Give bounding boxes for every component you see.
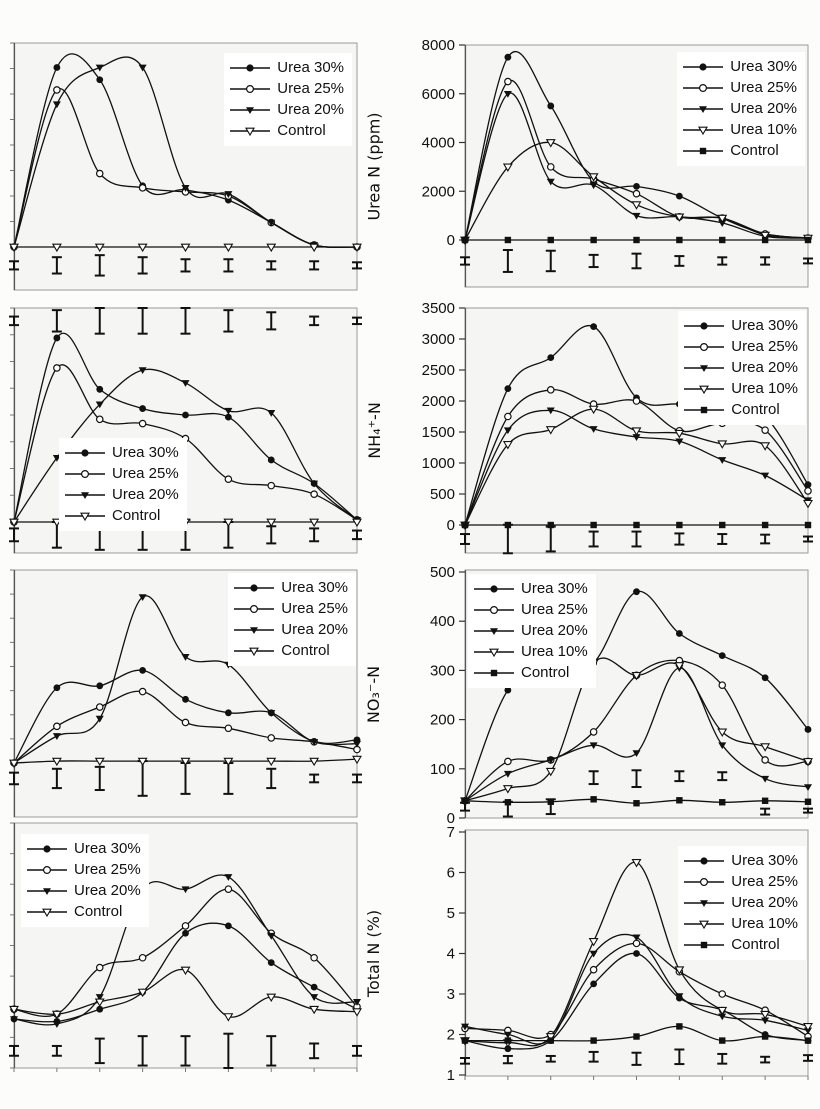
legend-label: Control: [730, 142, 779, 159]
marker-circle-filled: [53, 684, 60, 691]
marker-circle-open: [505, 413, 511, 419]
legend-item-urea-30-: [27, 839, 141, 859]
marker-circle-open: [97, 170, 103, 176]
marker-circle-filled: [182, 930, 189, 937]
y-tick-label: 7: [446, 824, 455, 841]
legend-item-urea-30-: [65, 443, 179, 463]
marker-circle-filled: [182, 412, 189, 419]
y-tick-label: 6: [446, 864, 455, 882]
legend-item-control: [234, 641, 348, 661]
legend-marker-icon: [684, 939, 724, 951]
marker-square-filled: [719, 1037, 725, 1043]
y-tick-label: 100: [429, 760, 455, 778]
marker-square-filled: [590, 237, 596, 243]
marker-square-filled: [805, 237, 811, 243]
marker-circle-filled: [268, 959, 275, 966]
legend-marker-icon: [234, 603, 274, 615]
marker-circle-open: [590, 967, 596, 973]
legend-item-urea-30-: [684, 316, 798, 336]
marker-circle-open: [82, 471, 89, 478]
panel-urea-n-left: [14, 43, 357, 290]
legend-item-urea-20-: [683, 99, 797, 119]
y-axis-title-total-n: [357, 830, 391, 1076]
marker-circle-open: [251, 606, 258, 613]
marker-square-filled: [701, 942, 707, 948]
marker-circle-filled: [96, 682, 103, 689]
marker-square-filled: [633, 522, 639, 528]
y-tick-label: 1: [446, 1067, 455, 1084]
legend-label: Control: [112, 507, 161, 524]
marker-square-filled: [701, 407, 707, 413]
legend-label: Urea 30%: [112, 444, 179, 461]
marker-square-filled: [762, 237, 768, 243]
marker-square-filled: [590, 522, 596, 528]
legend-label: Urea 25%: [731, 338, 798, 355]
y-tick-label: 6000: [421, 85, 455, 103]
marker-square-filled: [676, 237, 682, 243]
y-tick-label: 1500: [421, 424, 455, 441]
panel-no3-n-left: [14, 570, 357, 817]
marker-circle-open: [633, 398, 639, 404]
legend-marker-icon: [684, 320, 724, 332]
legend-label: Urea 25%: [277, 80, 344, 97]
marker-circle-open: [139, 955, 145, 961]
marker-square-filled: [462, 522, 468, 528]
legend-label: Urea 30%: [74, 840, 141, 857]
marker-circle-open: [701, 344, 708, 351]
legend-item-control: [683, 141, 797, 161]
legend-item-urea-30-: [474, 579, 588, 599]
y-tick-label: 4000: [421, 134, 455, 152]
marker-square-filled: [491, 670, 497, 676]
legend-label: Control: [277, 122, 326, 139]
marker-square-filled: [805, 799, 811, 805]
marker-circle-open: [590, 729, 596, 735]
marker-circle-filled: [547, 354, 554, 361]
marker-circle-open: [719, 682, 725, 688]
legend-marker-icon: [684, 341, 724, 353]
legend-label: Urea 25%: [74, 861, 141, 878]
legend-item-urea-30-: [684, 851, 798, 871]
legend-item-urea-25-: [27, 860, 141, 880]
marker-square-filled: [505, 237, 511, 243]
marker-circle-filled: [504, 54, 511, 61]
legend-marker-icon: [230, 104, 270, 116]
legend: [224, 53, 352, 146]
legend-marker-icon: [683, 145, 723, 157]
marker-circle-open: [719, 991, 725, 997]
marker-circle-open: [700, 85, 707, 92]
legend-marker-icon: [474, 583, 514, 595]
marker-circle-filled: [311, 984, 318, 991]
marker-circle-filled: [139, 405, 146, 412]
marker-square-filled: [762, 798, 768, 804]
marker-circle-open: [225, 476, 231, 482]
marker-square-filled: [676, 522, 682, 528]
marker-circle-open: [505, 758, 511, 764]
y-axis-title-nh4-n: [357, 308, 391, 553]
marker-circle-filled: [701, 322, 708, 329]
y-tick-label: 1000: [421, 455, 455, 472]
legend-label: Urea 20%: [74, 882, 141, 899]
marker-circle-open: [225, 886, 231, 892]
legend-item-urea-20-: [27, 881, 141, 901]
y-axis-title-text: NO₃⁻-N: [364, 665, 384, 723]
legend-item-urea-10-: [684, 379, 798, 399]
marker-square-filled: [676, 797, 682, 803]
marker-circle-open: [548, 387, 554, 393]
marker-square-filled: [548, 237, 554, 243]
legend-marker-icon: [65, 510, 105, 522]
legend-item-urea-10-: [474, 642, 588, 662]
legend-label: Urea 20%: [730, 100, 797, 117]
y-tick-label: 2500: [421, 362, 455, 379]
marker-circle-open: [139, 420, 145, 426]
legend-marker-icon: [474, 646, 514, 658]
marker-square-filled: [805, 522, 811, 528]
marker-circle-open: [54, 365, 60, 371]
marker-square-filled: [505, 522, 511, 528]
legend-marker-icon: [234, 645, 274, 657]
legend-marker-icon: [230, 83, 270, 95]
legend-marker-icon: [684, 897, 724, 909]
marker-circle-open: [97, 964, 103, 970]
legend-label: Urea 20%: [281, 621, 348, 638]
y-axis-title-urea-n: [357, 45, 391, 287]
legend-item-urea-25-: [684, 872, 798, 892]
legend-item-urea-10-: [683, 120, 797, 140]
panel-total-n-right: [446, 824, 808, 1084]
marker-circle-open: [54, 87, 60, 93]
marker-circle-open: [139, 185, 145, 191]
legend-label: Urea 10%: [731, 915, 798, 932]
marker-square-filled: [633, 1033, 639, 1039]
marker-square-filled: [590, 796, 596, 802]
marker-circle-open: [268, 735, 274, 741]
y-tick-label: 2: [446, 1026, 455, 1044]
legend: [59, 438, 187, 531]
marker-circle-filled: [676, 193, 683, 200]
marker-square-filled: [548, 522, 554, 528]
marker-square-filled: [462, 798, 468, 804]
legend-item-urea-30-: [230, 58, 344, 78]
y-tick-label: 2000: [421, 183, 455, 201]
marker-circle-filled: [251, 584, 258, 591]
legend-label: Urea 10%: [521, 643, 588, 660]
legend-marker-icon: [234, 624, 274, 636]
legend-label: Urea 20%: [112, 486, 179, 503]
legend-label: Urea 30%: [281, 579, 348, 596]
legend-item-control: [230, 121, 344, 141]
marker-square-filled: [805, 1037, 811, 1043]
legend-label: Urea 30%: [521, 580, 588, 597]
legend-item-urea-25-: [230, 79, 344, 99]
legend-label: Urea 10%: [730, 121, 797, 138]
legend: [468, 574, 596, 688]
legend-item-control: [684, 935, 798, 955]
legend-label: Urea 30%: [731, 317, 798, 334]
marker-circle-open: [805, 488, 811, 494]
legend-marker-icon: [683, 61, 723, 73]
y-tick-label: 5: [446, 905, 455, 922]
marker-square-filled: [633, 800, 639, 806]
legend-label: Control: [731, 401, 780, 418]
legend-label: Urea 25%: [730, 79, 797, 96]
legend-item-urea-10-: [684, 914, 798, 934]
marker-circle-filled: [633, 950, 640, 957]
legend-item-urea-30-: [234, 578, 348, 598]
y-tick-label: 4: [446, 945, 455, 963]
marker-circle-open: [97, 416, 103, 422]
legend-item-control: [27, 902, 141, 922]
legend-marker-icon: [65, 468, 105, 480]
marker-square-filled: [548, 799, 554, 805]
legend-label: Urea 10%: [731, 380, 798, 397]
legend-marker-icon: [684, 404, 724, 416]
legend: [228, 573, 356, 666]
legend: [678, 846, 806, 960]
marker-circle-open: [311, 955, 317, 961]
legend-item-urea-25-: [684, 337, 798, 357]
marker-circle-open: [633, 190, 639, 196]
marker-circle-filled: [762, 674, 769, 681]
marker-circle-filled: [719, 652, 726, 659]
legend-marker-icon: [65, 447, 105, 459]
y-tick-label: 3000: [421, 331, 455, 348]
marker-circle-open: [247, 86, 254, 93]
legend-item-urea-25-: [234, 599, 348, 619]
marker-circle-filled: [633, 183, 640, 190]
legend-item-urea-25-: [683, 78, 797, 98]
marker-circle-open: [139, 688, 145, 694]
legend-label: Urea 20%: [731, 359, 798, 376]
legend-label: Urea 30%: [731, 852, 798, 869]
legend-item-urea-30-: [683, 57, 797, 77]
marker-circle-open: [505, 78, 511, 84]
marker-square-filled: [505, 1037, 511, 1043]
marker-circle-open: [548, 164, 554, 170]
marker-circle-filled: [96, 76, 103, 83]
y-tick-label: 8000: [421, 37, 455, 54]
marker-square-filled: [633, 237, 639, 243]
marker-circle-filled: [53, 335, 60, 342]
panel-no3-n-right: [429, 564, 808, 827]
marker-circle-filled: [53, 64, 60, 71]
marker-circle-filled: [676, 630, 683, 637]
marker-circle-open: [762, 757, 768, 763]
legend-label: Urea 30%: [277, 59, 344, 76]
legend-marker-icon: [230, 125, 270, 137]
marker-circle-filled: [81, 449, 88, 456]
marker-square-filled: [719, 522, 725, 528]
marker-circle-open: [268, 482, 274, 488]
marker-circle-filled: [247, 64, 254, 71]
marker-circle-open: [182, 923, 188, 929]
y-tick-label: 500: [429, 486, 455, 503]
legend-label: Control: [74, 903, 123, 920]
legend-marker-icon: [27, 906, 67, 918]
marker-circle-open: [97, 704, 103, 710]
marker-circle-filled: [268, 457, 275, 464]
marker-circle-filled: [225, 923, 232, 930]
y-tick-label: 2000: [421, 393, 455, 410]
legend-marker-icon: [474, 625, 514, 637]
marker-square-filled: [762, 522, 768, 528]
marker-square-filled: [676, 1023, 682, 1029]
legend-item-urea-20-: [65, 485, 179, 505]
marker-square-filled: [462, 1037, 468, 1043]
legend-marker-icon: [474, 604, 514, 616]
legend-marker-icon: [234, 582, 274, 594]
marker-circle-filled: [701, 857, 708, 864]
legend-marker-icon: [230, 62, 270, 74]
marker-circle-filled: [225, 709, 232, 716]
marker-circle-filled: [139, 667, 146, 674]
legend-marker-icon: [27, 843, 67, 855]
y-tick-label: 0: [446, 232, 455, 249]
legend-marker-icon: [27, 885, 67, 897]
y-tick-label: 400: [429, 613, 455, 631]
marker-circle-filled: [805, 726, 812, 733]
legend-item-urea-20-: [234, 620, 348, 640]
y-tick-label: 3: [446, 986, 455, 1003]
legend: [21, 834, 149, 927]
marker-square-filled: [548, 1037, 554, 1043]
marker-circle-filled: [633, 588, 640, 595]
y-tick-label: 0: [446, 810, 455, 827]
y-axis-title-text: Total N (%): [364, 909, 384, 997]
legend-label: Control: [521, 664, 570, 681]
marker-circle-open: [182, 719, 188, 725]
y-tick-label: 300: [429, 662, 455, 680]
legend: [677, 52, 805, 166]
legend-marker-icon: [65, 489, 105, 501]
legend-label: Urea 25%: [521, 601, 588, 618]
marker-circle-filled: [43, 845, 50, 852]
marker-circle-filled: [590, 323, 597, 330]
y-tick-label: 3500: [421, 300, 455, 317]
marker-circle-filled: [504, 385, 511, 392]
marker-circle-filled: [182, 696, 189, 703]
legend-label: Urea 25%: [112, 465, 179, 482]
marker-circle-filled: [700, 63, 707, 70]
panel-total-n-left: [14, 823, 357, 1068]
marker-square-filled: [505, 799, 511, 805]
y-tick-label: 0: [446, 517, 455, 534]
marker-circle-filled: [590, 980, 597, 987]
legend-marker-icon: [27, 864, 67, 876]
legend-item-urea-25-: [65, 464, 179, 484]
legend-label: Urea 20%: [731, 894, 798, 911]
legend-item-control: [474, 663, 588, 683]
y-axis-title-no3-n: [357, 570, 391, 818]
marker-circle-open: [44, 867, 51, 874]
legend-label: Control: [281, 642, 330, 659]
marker-circle-filled: [225, 414, 232, 421]
legend-item-control: [65, 506, 179, 526]
panel-nh4-n-left: [14, 308, 357, 553]
legend-marker-icon: [683, 82, 723, 94]
legend-item-urea-20-: [684, 893, 798, 913]
marker-circle-open: [54, 723, 60, 729]
marker-circle-open: [311, 491, 317, 497]
marker-circle-open: [762, 427, 768, 433]
legend-marker-icon: [683, 103, 723, 115]
marker-circle-filled: [96, 386, 103, 393]
legend-item-urea-20-: [230, 100, 344, 120]
legend-label: Urea 20%: [521, 622, 588, 639]
legend-marker-icon: [684, 918, 724, 930]
legend-label: Control: [731, 936, 780, 953]
marker-circle-open: [225, 725, 231, 731]
marker-square-filled: [762, 1033, 768, 1039]
marker-square-filled: [590, 1037, 596, 1043]
legend-marker-icon: [684, 876, 724, 888]
legend-item-control: [684, 400, 798, 420]
marker-square-filled: [719, 799, 725, 805]
legend-label: Urea 30%: [730, 58, 797, 75]
marker-circle-filled: [547, 103, 554, 110]
legend-item-urea-20-: [684, 358, 798, 378]
y-tick-label: 500: [429, 564, 455, 581]
legend-marker-icon: [684, 362, 724, 374]
marker-circle-filled: [490, 585, 497, 592]
y-axis-title-text: NH₄⁺-N: [364, 402, 384, 459]
marker-square-filled: [719, 237, 725, 243]
legend: [678, 311, 806, 425]
panel-urea-n-right: [421, 37, 808, 287]
marker-square-filled: [462, 237, 468, 243]
legend-marker-icon: [684, 855, 724, 867]
legend-marker-icon: [683, 124, 723, 136]
marker-square-filled: [700, 148, 706, 154]
legend-marker-icon: [474, 667, 514, 679]
legend-marker-icon: [684, 383, 724, 395]
legend-item-urea-20-: [474, 621, 588, 641]
legend-label: Urea 25%: [281, 600, 348, 617]
legend-item-urea-25-: [474, 600, 588, 620]
panel-nh4-n-right: [421, 300, 808, 553]
legend-label: Urea 25%: [731, 873, 798, 890]
marker-circle-open: [491, 607, 498, 614]
marker-circle-open: [701, 879, 708, 886]
y-tick-label: 200: [429, 711, 455, 729]
y-axis-title-text: Urea N (ppm): [364, 111, 384, 221]
legend-label: Urea 20%: [277, 101, 344, 118]
